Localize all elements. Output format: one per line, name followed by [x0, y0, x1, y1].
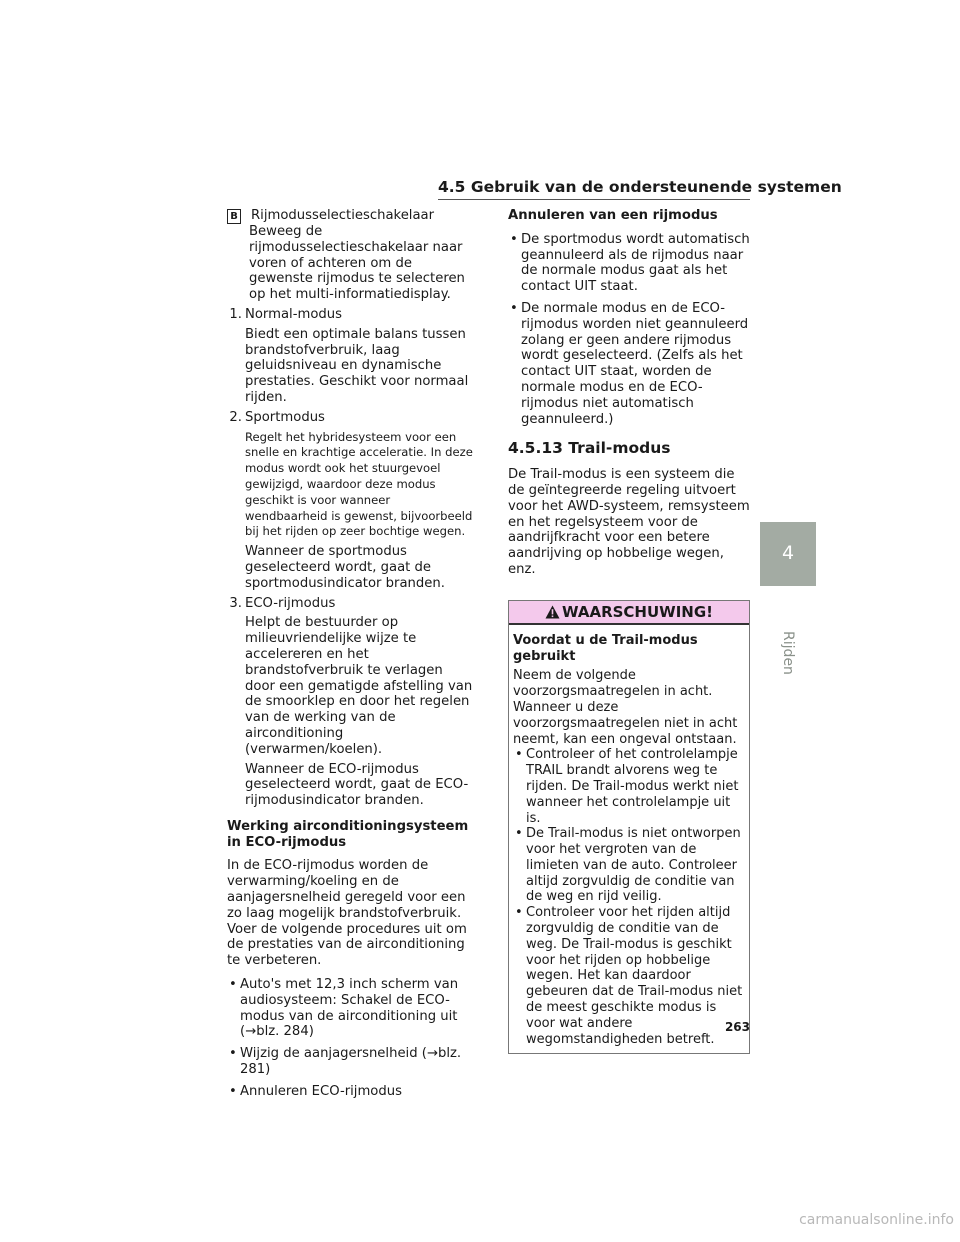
callout-b-desc: Beweeg de rijmodusselectieschakelaar naar voren of achteren om de gewenste rijmodus te selecteren op het multi-informatiedisplay.	[249, 224, 465, 303]
bullet-icon: •	[229, 977, 237, 993]
page-number: 263	[724, 1020, 750, 1034]
mode-item-title: Sportmodus	[245, 409, 325, 425]
list-item-text: De Trail-modus is niet ontworpen voor het vergroten van de limieten van de auto. Controleer altijd zorgvuldig de conditie van de weg en rijd veilig.	[526, 826, 741, 905]
warning-label: WAARSCHUWING!	[561, 602, 714, 621]
cancel-heading: Annuleren van een rijmodus	[508, 208, 718, 223]
warning-intro: Neem de volgende voorzorgsmaatregelen in acht. Wanneer u deze voorzorgsmaatregelen niet in acht neemt, kan een ongeval ontstaan.	[513, 668, 738, 747]
warning-title: Voordat u de Trail-modus gebruikt	[513, 632, 698, 664]
mode-item-num: 1.	[229, 306, 242, 322]
header-rule	[438, 199, 750, 200]
chapter-label	[760, 608, 816, 698]
list-item	[508, 232, 750, 295]
mode-item-num: 3.	[229, 595, 242, 611]
list-item-text: Controleer voor het rijden altijd zorgvuldig de conditie van de weg. De Trail-modus is geschikt voor het rijden op hobbelige wegen. Het kan daardoor gebeuren dat de Trail-modus niet de meest geschikte modus is voor wat andere wegomstandigheden betreft.	[526, 905, 743, 1047]
mode-item-sport	[227, 410, 475, 426]
list-item	[227, 977, 475, 1040]
bullet-icon: •	[229, 1083, 237, 1099]
bullet-icon: •	[515, 905, 523, 921]
mode-item-title: ECO-rijmodus	[245, 595, 336, 611]
chapter-label-text: Rijden	[780, 631, 796, 675]
aircon-intro: In de ECO-rijmodus worden de verwarming/koeling en de aanjagersnelheid geregeld voor een zo laag mogelijk brandstofverbruik. Voer de volgende procedures uit om de prestaties van de airconditioning te verbeteren.	[227, 858, 467, 969]
chapter-tab: 4	[760, 522, 816, 586]
mode-item-normal	[227, 307, 475, 323]
list-item	[227, 1084, 475, 1100]
list-item-text: De sportmodus wordt automatisch geannuleerd als de rijmodus naar de normale modus gaat als het contact UIT staat.	[521, 231, 750, 295]
mode-item-para: Helpt de bestuurder op milieuvriendelijke wijze te accelereren en het brandstofverbruik te verlagen door een gematigde afstelling van de smoorklep en door het regelen van de werking van de airconditioning (verwarmen/koelen).	[245, 615, 473, 757]
callout-b-label: B	[227, 209, 241, 224]
bullet-icon: •	[510, 300, 518, 316]
bullet-icon: •	[515, 747, 523, 763]
list-item-text: Auto's met 12,3 inch scherm van audiosysteem: Schakel de ECO-modus van de airconditioning uit (→blz. 284)	[240, 977, 459, 1040]
bullet-icon: •	[229, 1046, 237, 1062]
mode-item-para: Wanneer de sportmodus geselecteerd wordt, gaat de sportmodusindicator branden.	[245, 544, 445, 591]
mode-item-eco	[227, 596, 475, 612]
list-item	[513, 826, 743, 905]
right-column	[508, 208, 750, 1054]
mode-item-title: Normal-modus	[245, 306, 342, 322]
warning-header	[509, 601, 749, 625]
left-column	[227, 208, 475, 1100]
callout-b-title: Rijmodusselectieschakelaar	[251, 208, 435, 223]
watermark: carmanualsonline.info	[799, 1212, 954, 1228]
list-item	[508, 301, 750, 427]
bullet-icon: •	[515, 826, 523, 842]
warning-box	[508, 600, 750, 1055]
mode-item-para: Biedt een optimale balans tussen brandstofverbruik, laag geluidsniveau en dynamische prestaties. Geschikt voor normaal rijden.	[245, 326, 469, 405]
subheading-aircon: Werking airconditioningsysteem in ECO-rijmodus	[227, 818, 469, 850]
list-item	[513, 747, 743, 826]
list-item-text: De normale modus en de ECO-rijmodus worden niet geannuleerd zolang er geen andere rijmodus wordt geselecteerd. (Zelfs als het contact UIT staat, worden de normale modus en de ECO-rijmodus niet automatisch geannuleerd.)	[521, 300, 749, 427]
callout-b	[227, 208, 475, 224]
list-item	[227, 1046, 475, 1078]
mode-item-num: 2.	[229, 409, 242, 425]
list-item-text: Controleer of het controlelampje TRAIL brandt alvorens weg te rijden. De Trail-modus werkt niet wanneer het controlelampje uit is.	[526, 747, 739, 826]
warning-triangle-icon	[545, 605, 560, 619]
section-text: De Trail-modus is een systeem die de geïntegreerde regeling uitvoert voor het AWD-systeem, remsysteem en het regelsysteem voor de aandrijfkracht voor een betere aandrijving op hobbelige wegen, enz.	[508, 467, 750, 577]
list-item-text: Annuleren ECO-rijmodus	[240, 1083, 402, 1099]
bullet-icon: •	[510, 231, 518, 247]
mode-item-para: Regelt het hybridesysteem voor een snelle en krachtige acceleratie. In deze modus wordt ook het stuurgevoel gewijzigd, waardoor deze modus geschikt is voor wanneer wendbaarheid is gewenst, bijvoorbeeld bij het rijden op zeer bochtige wegen.	[245, 429, 473, 539]
list-item-text: Wijzig de aanjagersnelheid (→blz. 281)	[240, 1046, 462, 1078]
warning-body	[509, 625, 749, 1054]
section-title: 4.5.13 Trail-modus	[508, 439, 671, 458]
mode-item-para: Wanneer de ECO-rijmodus geselecteerd wordt, gaat de ECO-rijmodusindicator branden.	[245, 761, 469, 809]
running-header: 4.5 Gebruik van de ondersteunende systemen	[438, 178, 842, 196]
